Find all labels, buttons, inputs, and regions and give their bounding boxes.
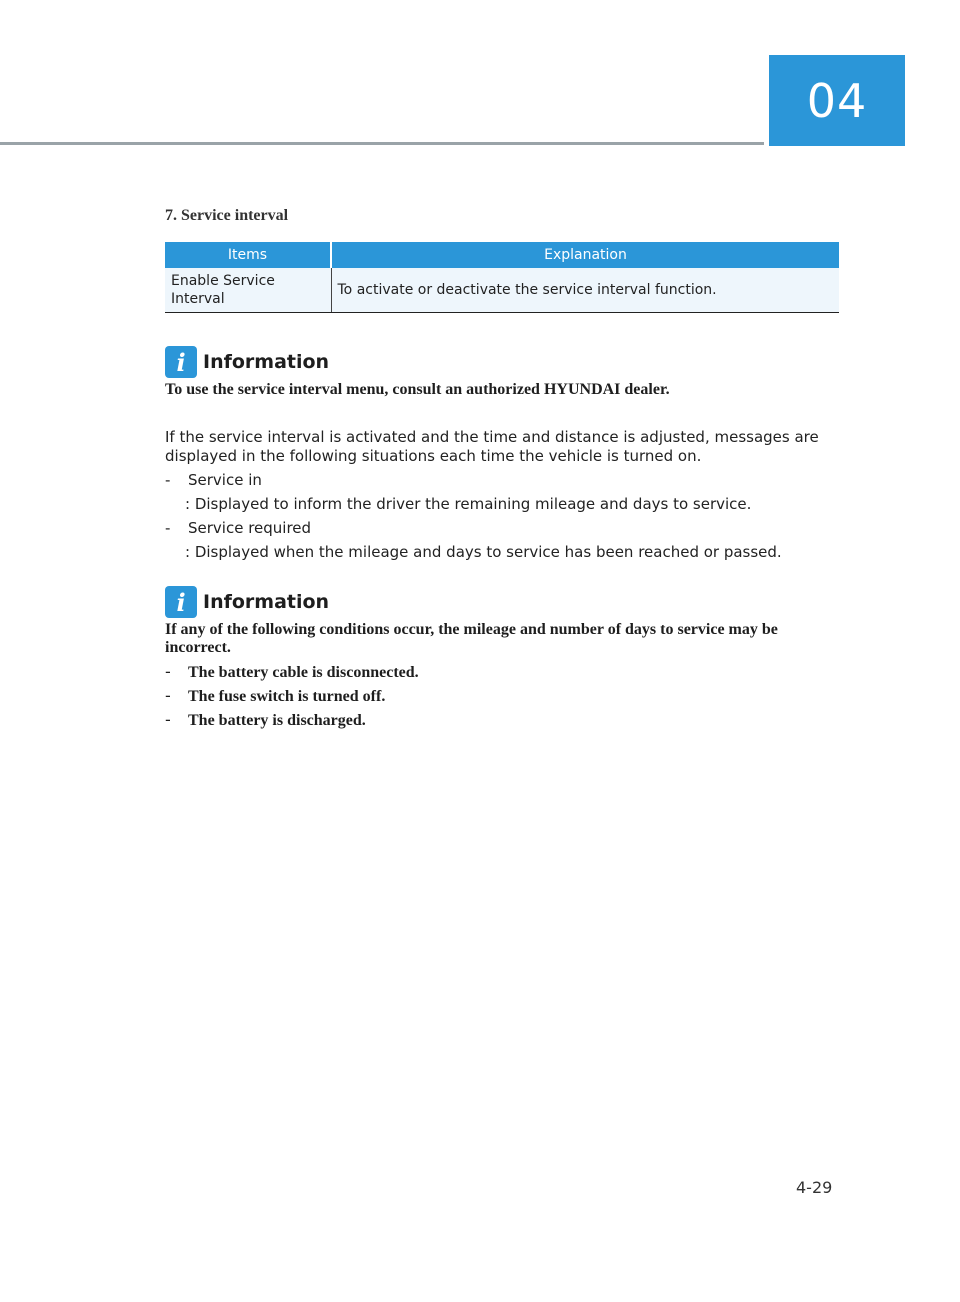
list-dash: - xyxy=(165,519,171,537)
list-dash: - xyxy=(165,686,171,705)
column-header-explanation: Explanation xyxy=(331,242,839,268)
list-item-text: The fuse switch is turned off. xyxy=(188,688,386,705)
table-header-row xyxy=(165,242,839,268)
info-title: Information xyxy=(203,591,330,613)
list-item-detail: : Displayed when the mileage and days to service has been reached or passed. xyxy=(185,543,782,561)
header-rule xyxy=(0,142,764,145)
info-icon: i xyxy=(165,586,197,618)
list-item-text: The battery is discharged. xyxy=(188,712,366,729)
list-item xyxy=(165,662,419,682)
list-item-detail: : Displayed to inform the driver the remaining mileage and days to service. xyxy=(185,495,752,513)
body-paragraph: If the service interval is activated and the time and distance is adjusted, messages are displayed in the following situations each time the vehicle is turned on. xyxy=(165,428,819,465)
list-item-label: Service in xyxy=(188,471,262,489)
info-title: Information xyxy=(203,351,330,373)
chapter-tab: 04 xyxy=(769,55,905,146)
list-item-label: Service required xyxy=(188,519,312,537)
info-text-2: If any of the following conditions occur, the mileage and number of days to service may be incorrect. xyxy=(165,621,778,656)
list-dash: - xyxy=(165,662,171,681)
table-cell-explanation: To activate or deactivate the service interval function. xyxy=(331,268,839,313)
item-line-1: Enable Service xyxy=(171,273,275,289)
info-text-1: To use the service interval menu, consult an authorized HYUNDAI dealer. xyxy=(165,381,670,398)
info-heading-1 xyxy=(165,346,329,378)
section-title: 7. Service interval xyxy=(165,207,289,224)
list-item xyxy=(165,710,366,730)
table-row xyxy=(165,268,839,313)
item-line-2: Interval xyxy=(171,291,225,307)
info-heading-2 xyxy=(165,586,329,618)
list-item xyxy=(165,471,262,489)
table-cell-item xyxy=(165,268,331,313)
service-interval-table xyxy=(165,242,839,313)
info-icon: i xyxy=(165,346,197,378)
list-item-text: The battery cable is disconnected. xyxy=(188,664,419,681)
page-number: 4-29 xyxy=(796,1178,833,1197)
list-item xyxy=(165,686,385,706)
list-dash: - xyxy=(165,471,171,489)
list-item xyxy=(165,519,311,537)
column-header-items: Items xyxy=(165,242,331,268)
list-dash: - xyxy=(165,710,171,729)
